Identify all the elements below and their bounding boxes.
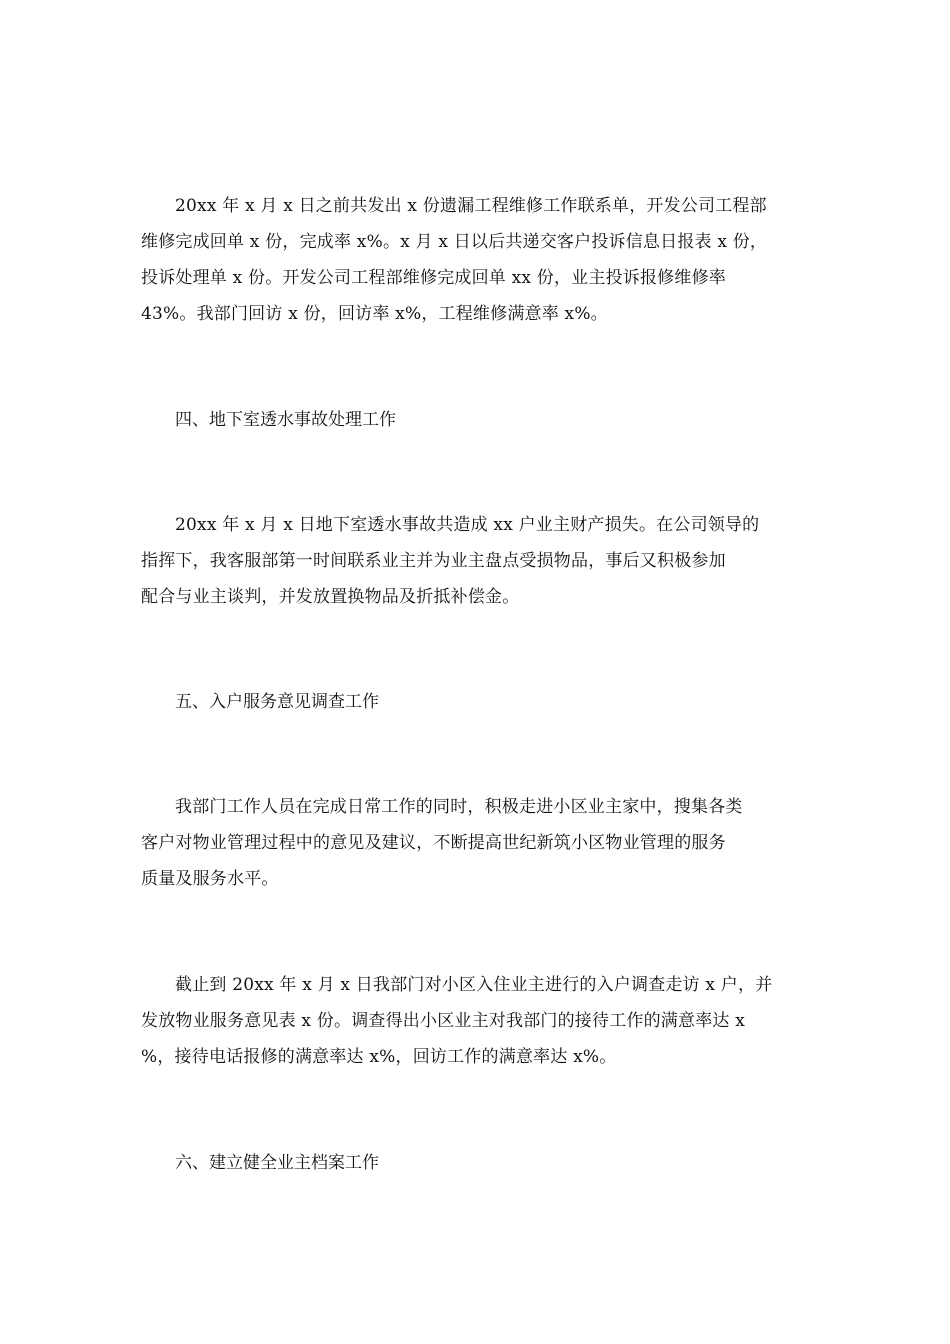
section-heading-owner-archives: 六、建立健全业主档案工作 — [175, 1153, 379, 1173]
section-heading-basement-flooding: 四、地下室透水事故处理工作 — [175, 410, 396, 430]
paragraph-line: 20xx 年 x 月 x 日地下室透水事故共造成 xx 户业主财产损失。在公司领导的 — [175, 515, 760, 535]
paragraph-service-survey — [141, 789, 811, 897]
paragraph-line: 投诉处理单 x 份。开发公司工程部维修完成回单 xx 份，业主投诉报修维修率 — [141, 268, 726, 288]
paragraph-line: 指挥下，我客服部第一时间联系业主并为业主盘点受损物品，事后又积极参加 — [141, 551, 726, 571]
paragraph-line: 20xx 年 x 月 x 日之前共发出 x 份遗漏工程维修工作联系单，开发公司工程部 — [175, 196, 767, 216]
paragraph-line: 维修完成回单 x 份，完成率 x%。x 月 x 日以后共递交客户投诉信息日报表 x 份， — [141, 232, 768, 252]
paragraph-repair-statistics — [141, 188, 811, 332]
paragraph-line: 配合与业主谈判，并发放置换物品及折抵补偿金。 — [141, 587, 520, 607]
paragraph-basement-flooding — [141, 507, 811, 615]
paragraph-line: %，接待电话报修的满意率达 x%，回访工作的满意率达 x%。 — [141, 1047, 617, 1067]
paragraph-line: 43%。我部门回访 x 份，回访率 x%，工程维修满意率 x%。 — [141, 304, 608, 324]
paragraph-line: 客户对物业管理过程中的意见及建议，不断提高世纪新筑小区物业管理的服务 — [141, 833, 726, 853]
paragraph-survey-results — [141, 967, 811, 1075]
paragraph-line: 截止到 20xx 年 x 月 x 日我部门对小区入住业主进行的入户调查走访 x 户，并 — [175, 975, 773, 995]
paragraph-line: 质量及服务水平。 — [141, 869, 279, 889]
paragraph-line: 发放物业服务意见表 x 份。调查得出小区业主对我部门的接待工作的满意率达 x — [141, 1011, 745, 1031]
section-heading-service-survey: 五、入户服务意见调查工作 — [175, 692, 379, 712]
paragraph-line: 我部门工作人员在完成日常工作的同时，积极走进小区业主家中，搜集各类 — [175, 797, 743, 817]
